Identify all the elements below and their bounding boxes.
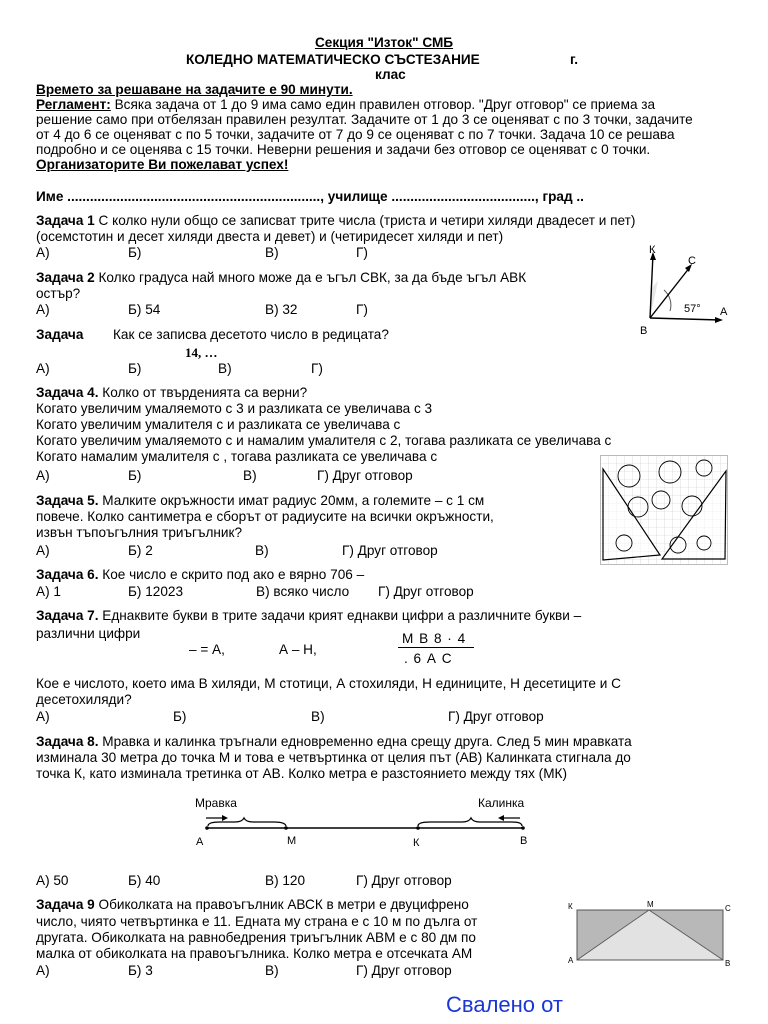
label-m: М (287, 835, 297, 847)
task2-answer-a: А) (36, 302, 50, 317)
task9-answer-c: В) (265, 963, 279, 978)
task1-line2: (осемстотин и десет хиляди двеста и девет) и (четиридесет хиляди и пет) (36, 229, 504, 244)
task3-answer-b: Б) (128, 361, 142, 376)
task4-statement4: Когато намалим умалителя с , тогава разликата се увеличава с (36, 449, 438, 464)
task4-statement3: Когато увеличим умаляемото с и намалим умалителя с 2, тогава разликата се увеличава с (36, 433, 612, 448)
task8-line2: изминала 30 метра до точка М и това е четвъртинка от целия път (АВ) Калинката стигнала до (36, 750, 631, 765)
label-ant: Мравка (195, 796, 237, 810)
header-year: г. (570, 52, 579, 67)
ray-ba (650, 318, 720, 320)
task8-answer-d: Г) Друг отговор (356, 873, 452, 888)
task1-text1: С колко нули общо се записват трите числа (триста и четири хиляди двадесет и пет) (94, 213, 636, 228)
task7-mult-rule (398, 647, 474, 648)
point-b (521, 826, 525, 830)
label-b: В (520, 835, 528, 847)
task4-label: Задача 4. (36, 385, 99, 400)
task9-line4: малка от обиколката на правоъгълника. Колко метра е отсечката АМ (36, 946, 473, 961)
rules-text1: Всяка задача от 1 до 9 има само един правилен отговор. "Друг отговор" се приема за (110, 97, 656, 112)
task5-line2: повече. Колко сантиметра е сборът от радиусите на всички окръжности, (36, 509, 494, 524)
label-angle: 57° (684, 303, 701, 315)
task8-answer-b: Б) 40 (128, 873, 161, 888)
point-m (284, 826, 288, 830)
task1-answer-a: А) (36, 245, 50, 260)
task2-line2: остър? (36, 286, 81, 301)
task9-line1 (36, 897, 469, 912)
task4-statement2: Когато увеличим умалителя с и разликата се увеличава с (36, 417, 401, 432)
task1-label: Задача 1 (36, 213, 95, 228)
header-class: клас (375, 67, 406, 82)
task6-answer-c: В) всяко число (256, 584, 350, 599)
task7-equation2: А – Н, (279, 642, 317, 657)
label-k: К (568, 902, 573, 911)
task1-answer-c: В) (265, 245, 279, 260)
task4-statement1: Когато увеличим умаляемото с 3 и разликата се увеличава с 3 (36, 401, 433, 416)
task7-line3: Кое е числото, което има В хиляди, М стотици, А стохиляди, Н единиците, Н десетиците и С (36, 676, 621, 691)
label-a: А (568, 956, 574, 965)
label-m: М (647, 900, 654, 909)
task2-answer-c: В) 32 (265, 302, 298, 317)
task4-answer-a: А) (36, 468, 50, 483)
label-c: С (688, 255, 696, 267)
point-k (416, 826, 420, 830)
rules-line1 (36, 97, 655, 112)
task7-line2: различни цифри (36, 626, 141, 641)
task7-answer-c: В) (311, 709, 325, 724)
task8-answer-a: А) 50 (36, 873, 69, 888)
task7-answer-a: А) (36, 709, 50, 724)
arrow-bug-head (498, 815, 504, 821)
task2-text1: Колко градуса най много може да е ъгъл СВК, за да бъде ъгъл АВК (94, 270, 527, 285)
task7-mult-top: М В 8 · 4 (402, 631, 467, 646)
task1-line1 (36, 213, 635, 228)
task7-label: Задача 7. (36, 608, 99, 623)
task4-answer-c: В) (243, 468, 257, 483)
task7-answer-b: Б) (173, 709, 187, 724)
rules-line3: от 4 до 6 се оценяват с по 5 точки, задачите от 7 до 9 се оценяват с по 7 точки. Задача 10 се решава (36, 127, 675, 142)
name-line: Име ..................................................................., училище ......................................, град .. (36, 189, 584, 204)
header-title: КОЛЕДНО МАТЕМАТИЧЕСКО СЪСТЕЗАНИЕ (186, 52, 480, 67)
task3-sequence: 14, … (185, 345, 218, 360)
task2-line1 (36, 270, 526, 285)
task9-text1: Обиколката на правоъгълник АВСК в метри е двуцифрено (94, 897, 469, 912)
task5-circles-figure (600, 455, 728, 565)
brace-am (208, 818, 286, 826)
task2-answer-d: Г) (356, 302, 368, 317)
task3-answer-a: А) (36, 361, 50, 376)
task3-label: Задача (36, 327, 84, 342)
task8-label: Задача 8. (36, 734, 99, 749)
task8-line1 (36, 734, 632, 749)
task5-line1 (36, 493, 484, 508)
task3-answer-d: Г) (311, 361, 323, 376)
task5-answer-a: А) (36, 543, 50, 558)
task3-answer-c: В) (218, 361, 232, 376)
task9-rectangle-figure (565, 898, 740, 970)
brace-kb (418, 818, 522, 826)
task2-answer-b: Б) 54 (128, 302, 161, 317)
task5-text1: Малките окръжности имат радиус 20мм, а големите – с 1 см (98, 493, 485, 508)
task6-line1 (36, 567, 364, 582)
task1-answer-d: Г) (356, 245, 368, 260)
task6-answer-d: Г) Друг отговор (378, 584, 474, 599)
arrow-ant-head (222, 815, 228, 821)
task5-answer-d: Г) Друг отговор (342, 543, 438, 558)
task6-answer-a: А) 1 (36, 584, 61, 599)
task9-line2: число, чиято четвъртинка е 11. Едната му страна е с 10 м по дълга от (36, 914, 478, 929)
task5-answer-c: В) (255, 543, 269, 558)
task9-answer-d: Г) Друг отговор (356, 963, 452, 978)
task8-segment-figure (190, 792, 540, 852)
task9-answer-b: Б) 3 (128, 963, 153, 978)
task6-answer-b: Б) 12023 (128, 584, 184, 599)
label-ladybug: Калинка (478, 796, 525, 810)
label-b: В (640, 325, 648, 337)
rules-label: Регламент: (36, 97, 111, 112)
task5-label: Задача 5. (36, 493, 99, 508)
task8-line3: точка К, като изминала третинка от АВ. Колко метра е разстоянието между тях (МК) (36, 766, 567, 781)
task8-answer-c: В) 120 (265, 873, 306, 888)
rules-line4: подробно и се оценява с 15 точки. Неверни решения и задачи без отговор се оценяват с 0 точки. (36, 142, 651, 157)
task6-text1: Кое число е скрито под ако е вярно 706 – (98, 567, 365, 582)
task4-question: Колко от твърденията са верни? (98, 385, 308, 400)
label-a: А (196, 836, 204, 848)
wish-text: Организаторите Ви пожелават успех! (36, 157, 289, 172)
task7-equation1: – = А, (189, 642, 225, 657)
task9-label: Задача 9 (36, 897, 95, 912)
task4-answer-b: Б) (128, 468, 142, 483)
rules-line2: решение само при отбелязан правилен резултат. Задачите от 1 до 3 се оценяват с по 3 точки, задачите (36, 112, 693, 127)
label-a: А (720, 306, 728, 318)
task1-answer-b: Б) (128, 245, 142, 260)
header-line1: Секция "Изток" СМБ (314, 35, 454, 50)
label-k: К (649, 244, 656, 256)
task7-text1: Еднаквите букви в трите задачи крият еднакви цифри а различните букви – (98, 608, 582, 623)
task2-angle-figure (628, 240, 738, 340)
point-a (205, 826, 209, 830)
task4-answer-d: Г) Друг отговор (317, 468, 413, 483)
task4-line1 (36, 385, 307, 400)
task7-line1 (36, 608, 581, 623)
label-b: В (725, 959, 731, 968)
label-k: К (413, 837, 420, 849)
task7-mult-bottom: . 6 А С (404, 651, 453, 666)
footer-downloaded-from[interactable]: Свалено от (446, 992, 563, 1017)
task3-text: Как се записва десетото число в редицата? (113, 327, 389, 342)
task7-answer-d: Г) Друг отговор (448, 709, 544, 724)
task6-label: Задача 6. (36, 567, 99, 582)
task5-line3: извън тъпоъгълния триъгълник? (36, 525, 243, 540)
task9-line3: другата. Обиколката на равнобедрения триъгълник АВМ е с 80 дм по (36, 930, 476, 945)
task5-answer-b: Б) 2 (128, 543, 153, 558)
label-c: С (725, 904, 731, 913)
time-note: Времето за решаване на задачите е 90 минути. (36, 82, 353, 97)
task2-label: Задача 2 (36, 270, 95, 285)
task7-line4: десетохиляди? (36, 692, 132, 707)
task8-text1: Мравка и калинка тръгнали едновременно една срещу друга. След 5 мин мравката (98, 734, 632, 749)
task9-answer-a: А) (36, 963, 50, 978)
